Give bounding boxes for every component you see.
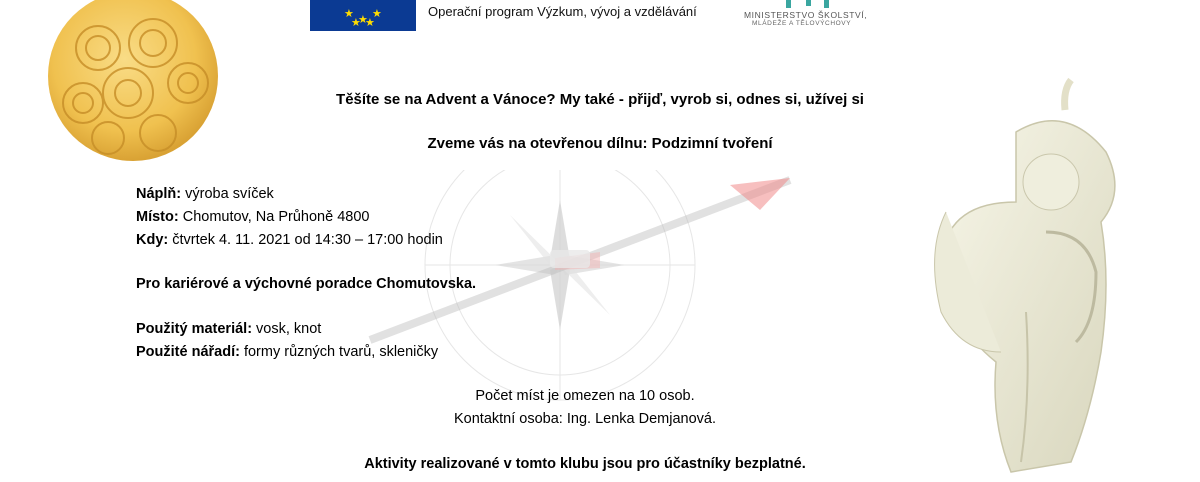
misto-value: Chomutov, Na Průhoně 4800 — [178, 209, 370, 225]
ministry-name-line1: MINISTERSTVO ŠKOLSTVÍ, — [744, 10, 868, 20]
kdy-value: čtvrtek 4. 11. 2021 od 14:30 – 17:00 hodin — [168, 232, 443, 248]
napln-line — [136, 186, 274, 202]
operational-program-label: Operační program Výzkum, vývoj a vzdělávání — [428, 4, 697, 19]
misto-line — [136, 209, 369, 225]
kdy-line — [136, 232, 443, 248]
napln-value: výroba svíček — [181, 186, 274, 202]
material-label: Použitý materiál: — [136, 321, 253, 337]
contact-person: Kontaktní osoba: Ing. Lenka Demjanová. — [454, 411, 716, 427]
material-line — [136, 321, 321, 337]
tools-value: formy různých tvarů, skleničky — [239, 344, 439, 360]
tools-line — [136, 344, 438, 360]
napln-label: Náplň: — [136, 186, 182, 202]
msmt-logo-icon — [784, 0, 834, 8]
tools-label: Použité nářadí: — [136, 344, 240, 360]
audience-line: Pro kariérové a výchovné poradce Chomutovska. — [136, 276, 477, 292]
capacity-note: Počet míst je omezen na 10 osob. — [475, 388, 695, 404]
kdy-label: Kdy: — [136, 232, 169, 248]
material-value: vosk, knot — [252, 321, 322, 337]
ministry-name-line2: MLÁDEŽE A TĚLOVÝCHOVY — [752, 20, 852, 27]
misto-label: Místo: — [136, 209, 179, 225]
eu-flag-icon: ★ ★ ★ ★ ★ — [310, 0, 416, 31]
main-heading: Těšíte se na Advent a Vánoce? My také - přijď, vyrob si, odnes si, užívej si — [336, 91, 864, 108]
sub-heading: Zveme vás na otevřenou dílnu: Podzimní tvoření — [427, 135, 773, 152]
free-activity-note: Aktivity realizované v tomto klubu jsou pro účastníky bezplatné. — [364, 456, 806, 472]
